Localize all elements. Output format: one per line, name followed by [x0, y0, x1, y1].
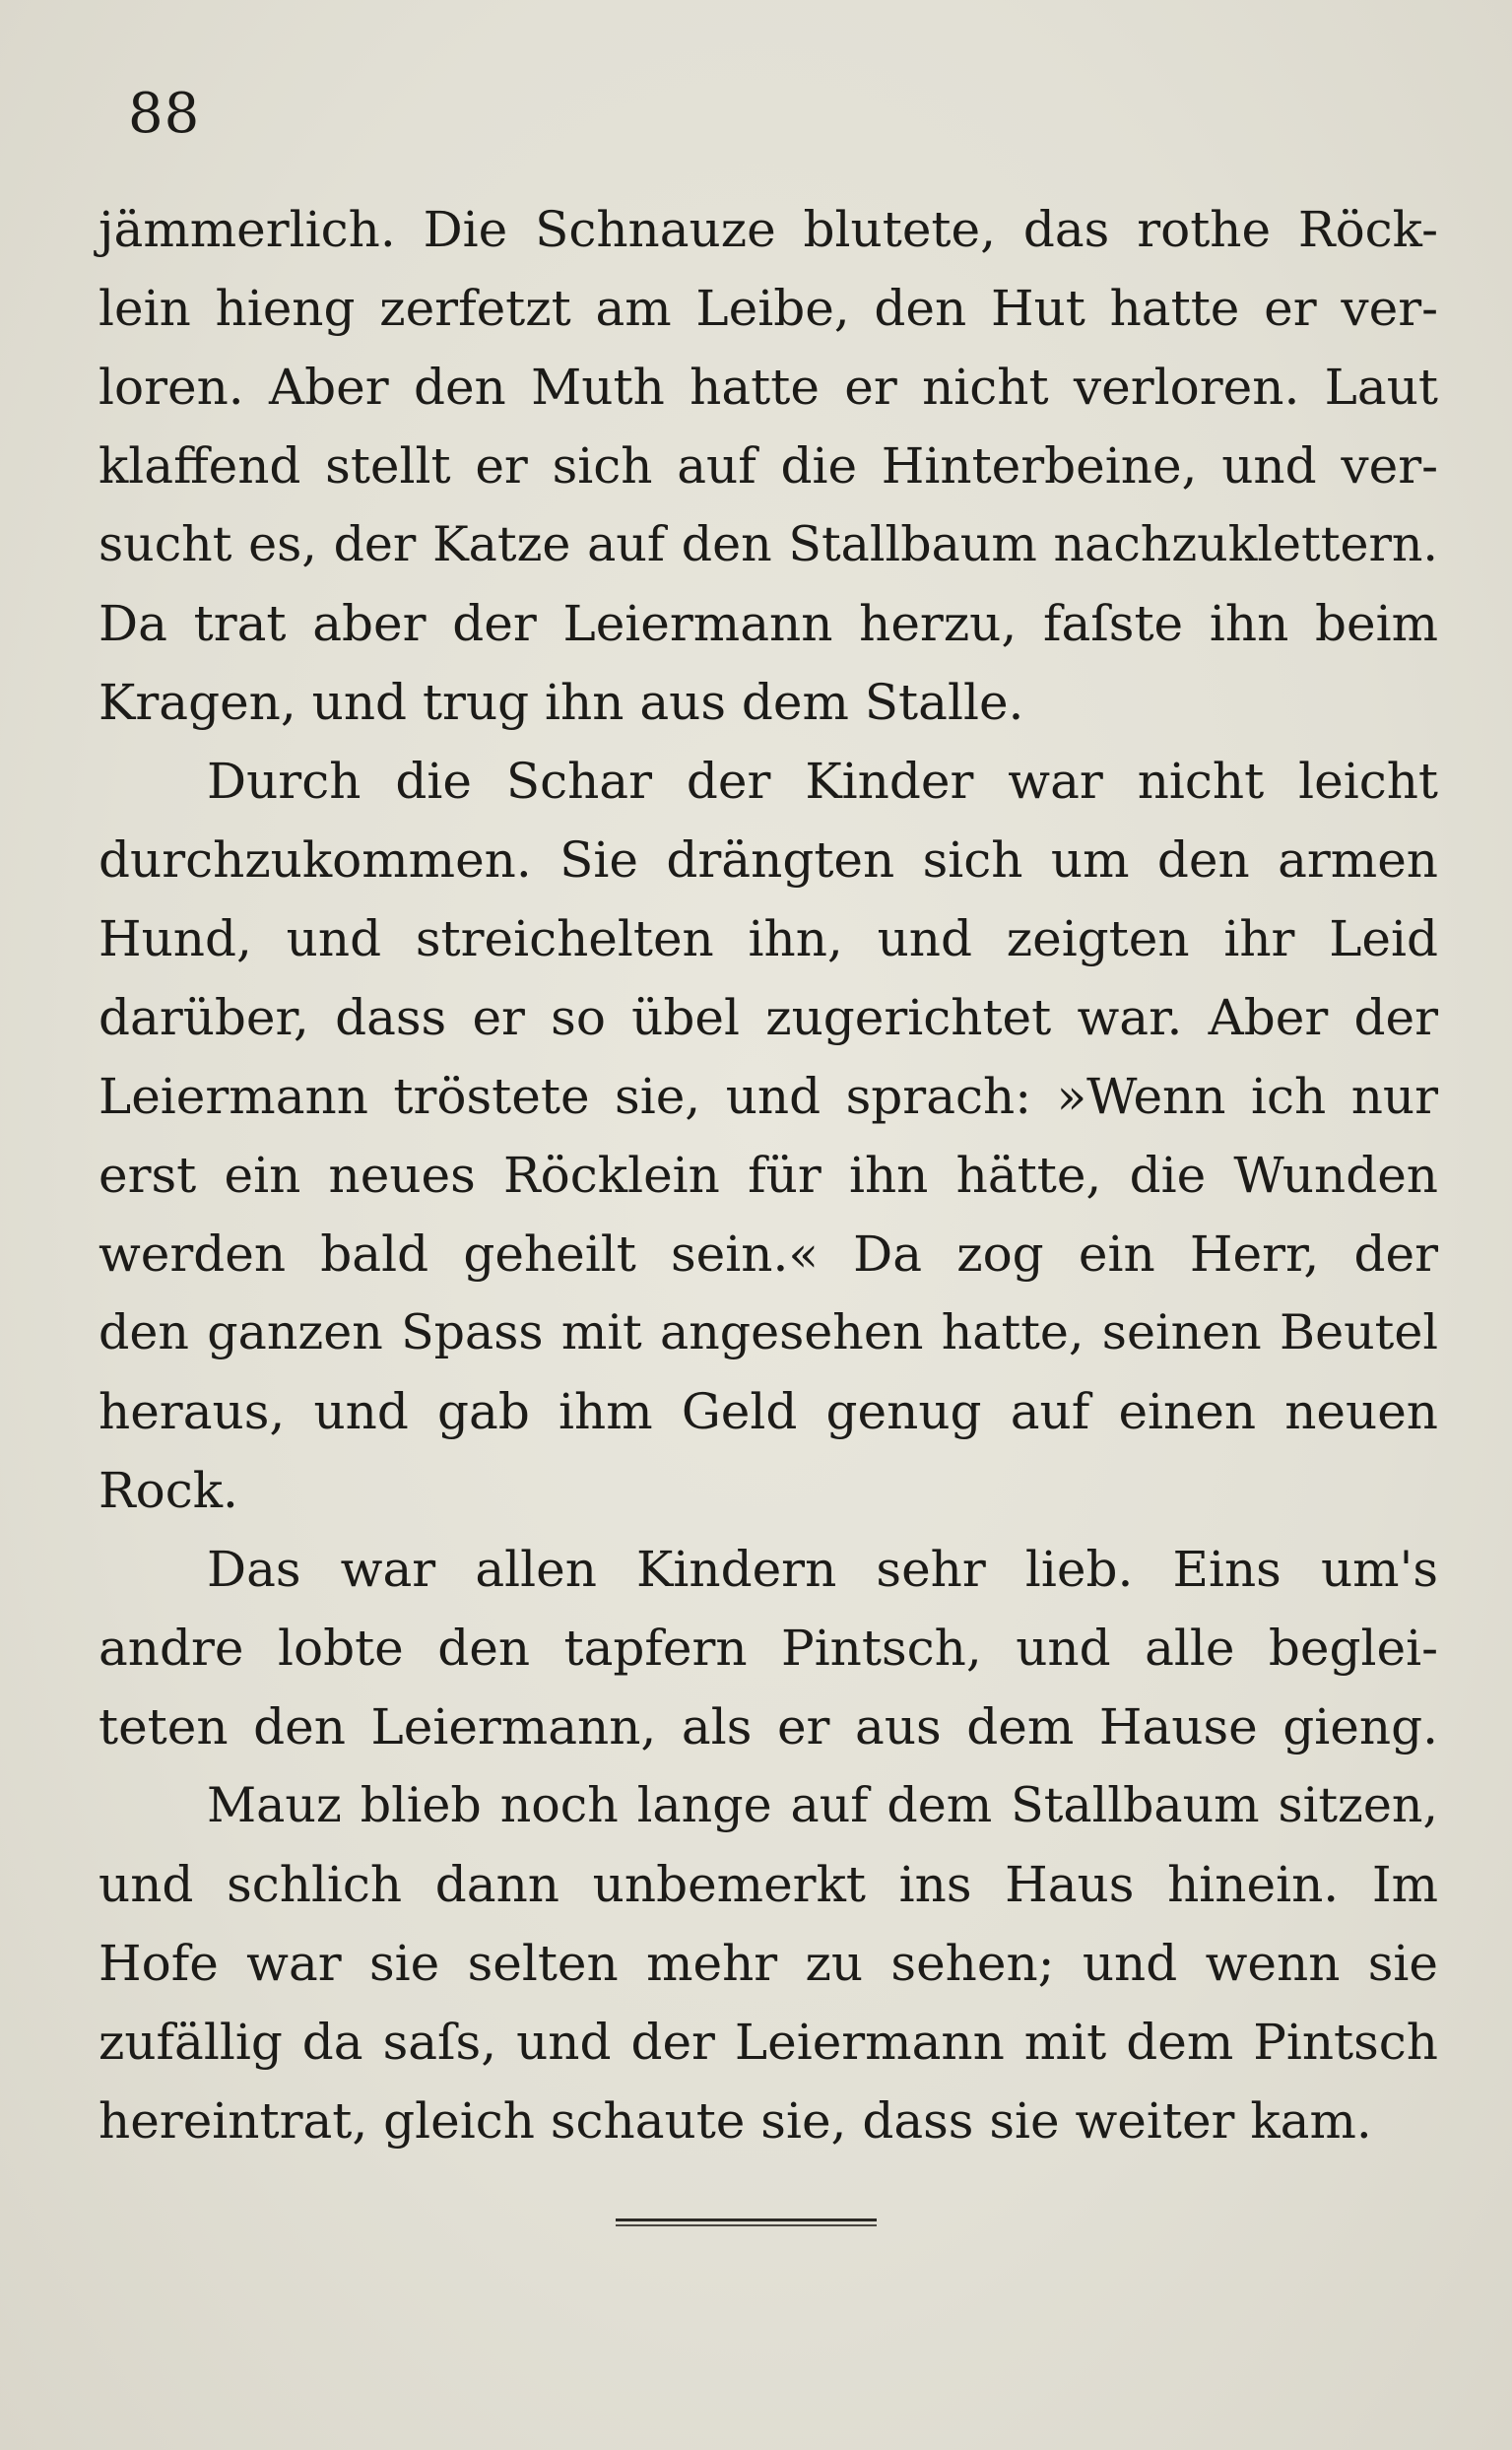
- paragraph-4: [99, 1766, 1438, 2160]
- text-line: lein hieng zerfetzt am Leibe, den Hut hatte er ver-: [99, 280, 1438, 337]
- text-line: Hofe war sie selten mehr zu sehen; und wenn sie: [99, 1935, 1438, 1992]
- text-line: zufällig da saſs, und der Leiermann mit dem Pintsch: [99, 2014, 1438, 2071]
- text-line: Mauz blieb noch lange auf dem Stallbaum sitzen,: [207, 1777, 1438, 1833]
- rule-line-top: [616, 2218, 877, 2221]
- rule-line-bottom: [616, 2224, 877, 2226]
- text-line: Das war allen Kindern sehr lieb. Eins um's: [207, 1541, 1438, 1598]
- text-line: erst ein neues Röcklein für ihn hätte, die Wunden: [99, 1147, 1438, 1204]
- text-line: und schlich dann unbemerkt ins Haus hinein. Im: [99, 1856, 1438, 1913]
- text-line: Durch die Schar der Kinder war nicht leicht: [207, 753, 1438, 810]
- text-line: Hund, und streichelten ihn, und zeigten ihr Leid: [99, 910, 1438, 967]
- paragraph-2: [99, 742, 1438, 1530]
- text-line: andre lobte den tapfern Pintsch, und alle beglei-: [99, 1620, 1438, 1677]
- text-line: durchzukommen. Sie drängten sich um den armen: [99, 831, 1438, 889]
- text-line: heraus, und gab ihm Geld genug auf einen neuen: [99, 1383, 1438, 1440]
- text-line: teten den Leiermann, als er aus dem Hause gieng.: [99, 1698, 1438, 1755]
- text-line: Da trat aber der Leiermann herzu, faſste ihn beim: [99, 595, 1438, 652]
- text-line: loren. Aber den Muth hatte er nicht verloren. Laut: [99, 359, 1438, 416]
- text-line: den ganzen Spass mit angesehen hatte, seinen Beutel: [99, 1304, 1438, 1360]
- paragraph-1: [99, 190, 1438, 742]
- text-line: darüber, dass er so übel zugerichtet war. Aber der: [99, 989, 1438, 1046]
- text-line: klaffend stellt er sich auf die Hinterbeine, und ver-: [99, 437, 1438, 495]
- text-line: Kragen, und trug ihn aus dem Stalle.: [99, 674, 1024, 731]
- text-line: jämmerlich. Die Schnauze blutete, das rothe Röck-: [99, 201, 1438, 258]
- text-line: hereintrat, gleich schaute sie, dass sie weiter kam.: [99, 2092, 1372, 2150]
- text-line: werden bald geheilt sein.« Da zog ein Herr, der: [99, 1225, 1438, 1283]
- section-end-rule: [616, 2218, 877, 2227]
- paragraph-3: [99, 1530, 1438, 1766]
- text-line: Rock.: [99, 1462, 238, 1519]
- text-line: Leiermann tröstete sie, und sprach: »Wenn ich nur: [99, 1068, 1438, 1125]
- page-number: 88: [128, 82, 201, 146]
- text-line: sucht es, der Katze auf den Stallbaum nachzuklettern.: [99, 516, 1438, 572]
